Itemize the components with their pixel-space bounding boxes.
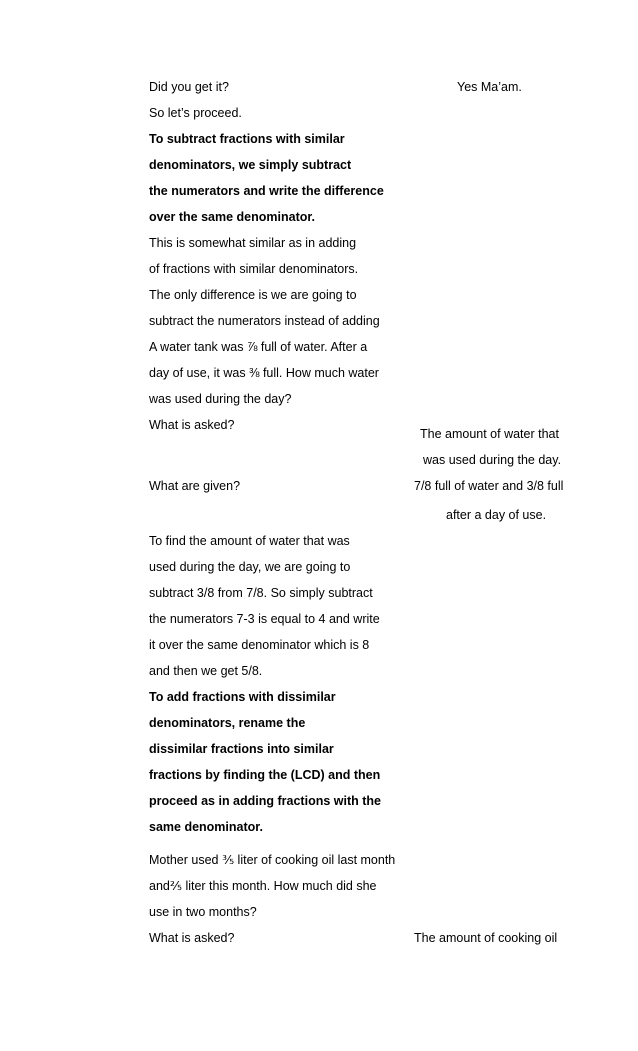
response-asked2-line1: The amount of cooking oil	[414, 931, 558, 945]
explain-line-2: used during the day, we are going to	[149, 560, 351, 574]
question-asked-1: What is asked?	[149, 418, 235, 432]
explain-line-3: subtract 3/8 from 7/8. So simply subtract	[149, 586, 373, 600]
text-line-10: subtract the numerators instead of adding	[149, 314, 380, 328]
problem-line-3: was used during the day?	[149, 392, 292, 406]
problem2-line-2: and⅖ liter this month. How much did she	[149, 879, 377, 893]
response-given-line1: 7/8 full of water and 3/8 full	[414, 479, 564, 493]
question-asked-2: What is asked?	[149, 931, 235, 945]
rule2-line-5: proceed as in adding fractions with the	[149, 794, 381, 808]
problem2-line-1: Mother used ⅗ liter of cooking oil last month	[149, 853, 396, 867]
rule-line-3: the numerators and write the difference	[149, 184, 384, 198]
text-line-8: of fractions with similar denominators.	[149, 262, 359, 276]
rule-line-2: denominators, we simply subtract	[149, 158, 352, 172]
rule2-line-1: To add fractions with dissimilar	[149, 690, 336, 704]
rule2-line-2: denominators, rename the	[149, 716, 306, 730]
rule2-line-4: fractions by finding the (LCD) and then	[149, 768, 381, 782]
explain-line-6: and then we get 5/8.	[149, 664, 263, 678]
problem-line-2: day of use, it was ⅜ full. How much water	[149, 366, 379, 380]
rule-line-4: over the same denominator.	[149, 210, 316, 224]
text-line-1: Did you get it?	[149, 80, 229, 94]
explain-line-5: it over the same denominator which is 8	[149, 638, 370, 652]
response-asked1-line2: was used during the day.	[423, 453, 562, 467]
rule-line-1: To subtract fractions with similar	[149, 132, 345, 146]
text-line-2: So let’s proceed.	[149, 106, 242, 120]
response-asked1-line1: The amount of water that	[420, 427, 559, 441]
explain-line-4: the numerators 7-3 is equal to 4 and write	[149, 612, 380, 626]
response-given-line2: after a day of use.	[446, 508, 547, 522]
problem2-line-3: use in two months?	[149, 905, 257, 919]
text-line-9: The only difference is we are going to	[149, 288, 357, 302]
question-given: What are given?	[149, 479, 241, 493]
rule2-line-3: dissimilar fractions into similar	[149, 742, 334, 756]
response-yes-maam: Yes Ma’am.	[457, 80, 522, 94]
explain-line-1: To find the amount of water that was	[149, 534, 350, 548]
text-line-7: This is somewhat similar as in adding	[149, 236, 357, 250]
problem-line-1: A water tank was ⅞ full of water. After a	[149, 340, 368, 354]
rule2-line-6: same denominator.	[149, 820, 263, 834]
